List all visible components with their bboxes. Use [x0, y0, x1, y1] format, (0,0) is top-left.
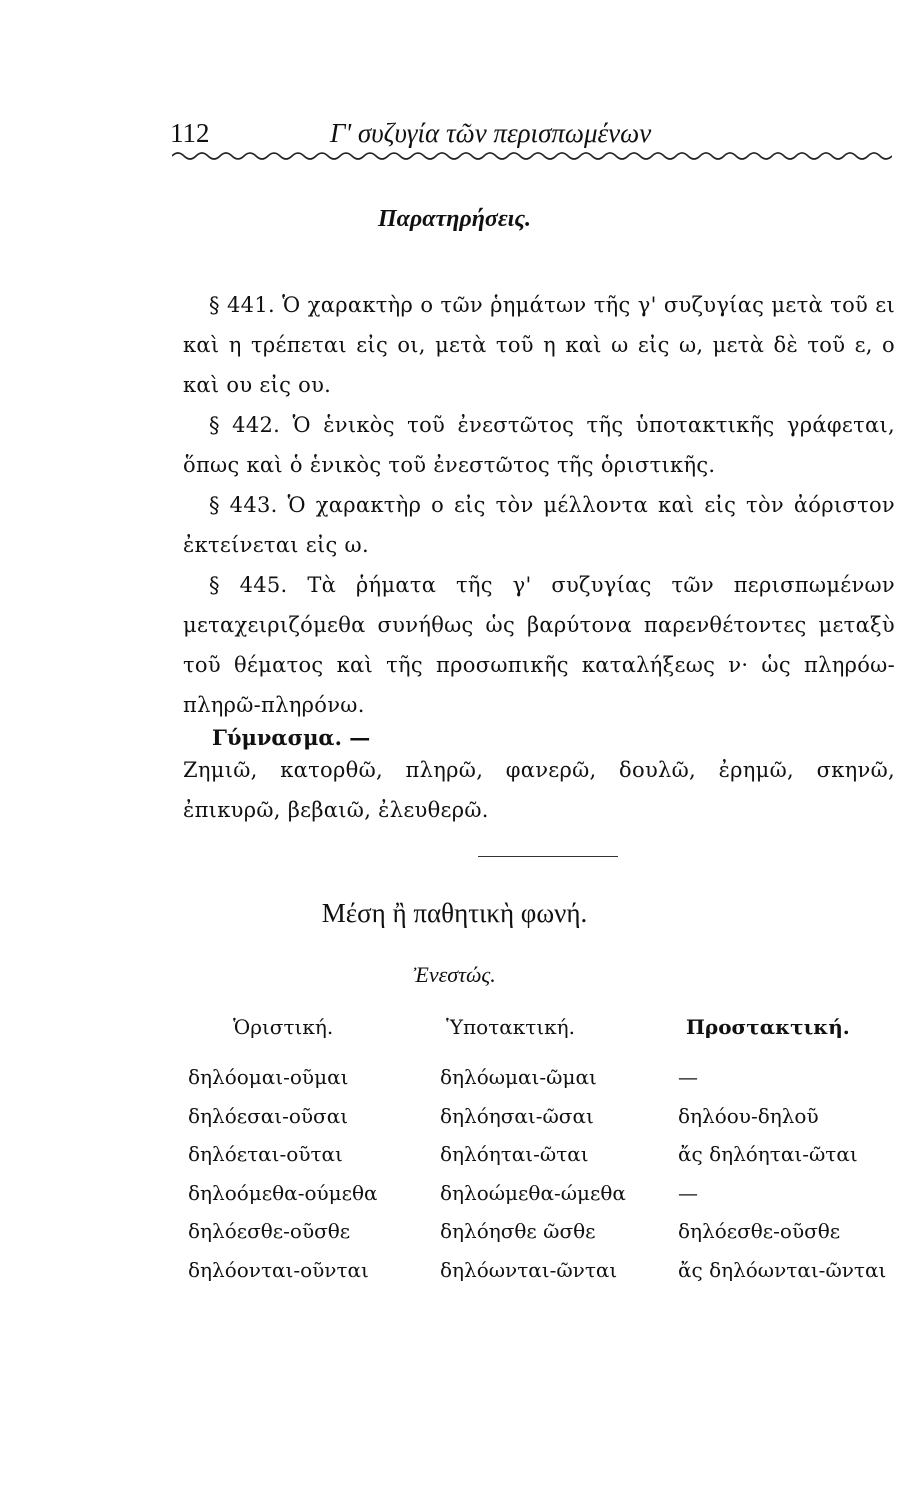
paragraph-442: § 442. Ὁ ἑνικὸς τοῦ ἐνεστῶτος τῆς ὑποτακτικῆς γράφεται, ὅπως καὶ ὁ ἑνικὸς τοῦ ἐνεστῶτος τῆς ὁριστικῆς. [183, 413, 895, 477]
section-divider [478, 856, 618, 857]
table-cell: ἄς δηλόηται-ῶται [678, 1142, 858, 1166]
table-cell: δηλόονται-οῦνται [188, 1257, 369, 1282]
table-cell: — [678, 1180, 698, 1205]
table-cell: δηλόησθε ῶσθε [440, 1219, 596, 1243]
column-header-imperative: Προστακτική. [686, 1015, 850, 1039]
page-number: 112 [170, 118, 210, 148]
table-cell: δηλοώμεθα-ώμεθα [440, 1180, 626, 1205]
column-header-subjunctive: Ὑποτακτική. [446, 1015, 576, 1039]
exercise-label: Γύμνασμα. — [212, 725, 371, 750]
section-heading-observations: Παρατηρήσεις. [377, 206, 532, 232]
table-cell: δηλόεται-οῦται [188, 1142, 343, 1166]
table-row [188, 1258, 903, 1297]
table-cell: δηλόεσθε-οῦσθε [188, 1219, 351, 1243]
table-cell: δηλόεσθε-οῦσθε [678, 1219, 841, 1243]
table-row [188, 1219, 903, 1258]
table-cell: — [678, 1065, 698, 1089]
table-cell: δηλόου-δηλοῦ [678, 1103, 819, 1128]
table-cell: ἄς δηλόωνται-ῶνται [678, 1257, 887, 1282]
table-row [188, 1142, 903, 1181]
table-cell: δηλόεσαι-οῦσαι [188, 1103, 349, 1128]
column-header-indicative: Ὁριστική. [233, 1015, 334, 1039]
table-cell: δηλοόμεθα-ούμεθα [188, 1180, 378, 1205]
paragraph-443: § 443. Ὁ χαρακτὴρ ο εἰς τὸν μέλλοντα καὶ εἰς τὸν ἀόριστον ἐκτείνεται εἰς ω. [183, 493, 895, 557]
table-cell: δηλόησαι-ῶσαι [440, 1103, 594, 1128]
table-cell: δηλόωνται-ῶνται [440, 1257, 618, 1282]
tense-heading: Ἐνεστώς. [413, 962, 496, 987]
table-row [188, 1181, 903, 1220]
paragraph-445: § 445. Τὰ ῥήματα τῆς γ' συζυγίας τῶν περισπωμένων μεταχειριζόμεθα συνήθως ὡς βαρύτονα παρενθέτοντες μεταξὺ τοῦ θέματος καὶ τῆς προσωπικῆς καταλήξεως ν· ὡς πληρόω-πληρῶ-πληρόνω. [183, 573, 895, 717]
exercise-words: Ζημιῶ, κατορθῶ, πληρῶ, φανερῶ, δουλῶ, ἐρημῶ, σκηνῶ, ἐπικυρῶ, βεβαιῶ, ἐλευθερῶ. [183, 758, 895, 822]
table-cell: δηλόηται-ῶται [440, 1142, 589, 1166]
voice-heading: Μέση ἢ παθητικὴ φωνή. [321, 898, 588, 928]
table-cell: δηλόομαι-οῦμαι [188, 1065, 349, 1089]
table-row [188, 1104, 903, 1143]
table-row [188, 1065, 903, 1104]
wavy-rule-divider [172, 146, 892, 164]
table-cell: δηλόωμαι-ῶμαι [440, 1065, 597, 1089]
paragraph-441: § 441. Ὁ χαρακτὴρ ο τῶν ῥημάτων τῆς γ' συζυγίας μετὰ τοῦ ει καὶ η τρέπεται εἰς οι, μετὰ τοῦ η καὶ ω εἰς ω, μετὰ δὲ τοῦ ε, ο καὶ ου εἰς ου. [183, 293, 895, 397]
running-title: Γ' συζυγία τῶν περισπωμένων [330, 118, 652, 148]
conjugation-table [188, 1065, 903, 1296]
